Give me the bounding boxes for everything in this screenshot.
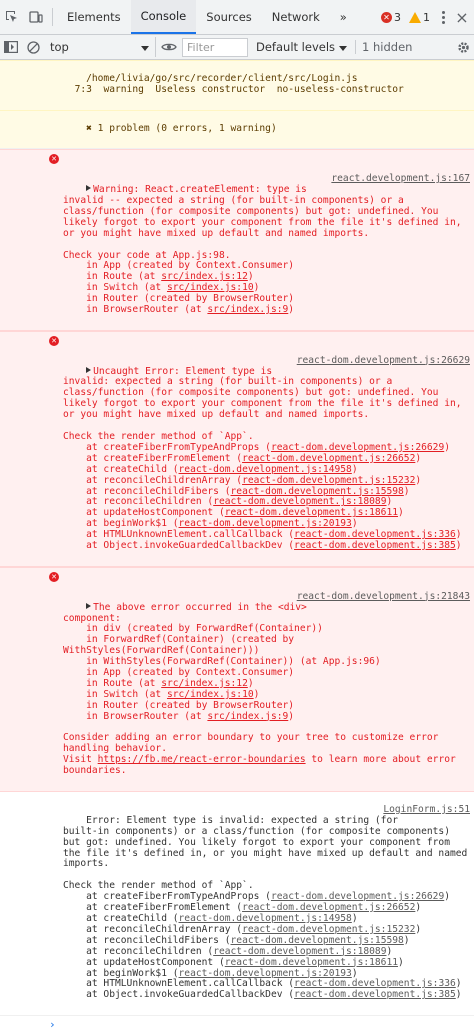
stack-link[interactable]: react-dom.development.js:336 <box>294 529 456 541</box>
stack-line: at reconcileChildFibers (react-dom.development.js:15598) <box>63 934 410 946</box>
stack-line: at createChild (react-dom.development.js:14958) <box>63 463 358 475</box>
stack-line: at beginWork$1 (react-dom.development.js:20193) <box>63 518 358 530</box>
console-error-message <box>0 331 474 567</box>
stack-link[interactable]: src/index.js:12 <box>161 677 248 689</box>
message-footer: to learn more about error boundaries. <box>63 754 456 777</box>
log-levels-dropdown[interactable] <box>248 40 355 54</box>
stack-line: in BrowserRouter (at src/index.js:9) <box>63 710 295 722</box>
stack-link[interactable]: react-dom.development.js:14958 <box>178 912 352 924</box>
source-link[interactable]: react.development.js:167 <box>331 173 470 185</box>
stack-line: in BrowserRouter (at src/index.js:9) <box>63 304 295 316</box>
context-selector[interactable] <box>44 37 156 57</box>
stack-line: in Router (created by BrowserRouter) <box>63 699 295 711</box>
source-link[interactable]: react-dom.development.js:26629 <box>296 354 470 366</box>
stack-link[interactable]: src/index.js:9 <box>207 710 289 722</box>
stack-line: at createFiberFromElement (react-dom.development.js:26652) <box>63 902 422 914</box>
stack-line: at Object.invokeGuardedCallbackDev (react-dom.development.js:385) <box>63 989 462 1001</box>
message-body: component: in div (created by ForwardRef(Container)) in ForwardRef(Container) (created by WithStyles(ForwardRef(Container))) in WithStyles(ForwardRef(Container)) (at App.js:96) in App (created by Context.Consumer) <box>63 612 381 679</box>
message-head: Error: Element type is invalid: expected a string (for <box>86 814 399 826</box>
error-icon: ✕ <box>49 336 59 346</box>
tab-elements[interactable]: Elements <box>67 10 121 24</box>
stack-link[interactable]: react-dom.development.js:15232 <box>242 474 416 486</box>
stack-link[interactable]: react-dom.development.js:20193 <box>178 967 352 979</box>
inspect-element-icon[interactable] <box>0 0 24 34</box>
stack-link[interactable]: react-dom.development.js:15598 <box>230 485 404 497</box>
hidden-messages-count: 1 hidden <box>355 40 412 54</box>
stack-link[interactable]: react-dom.development.js:26629 <box>270 891 445 903</box>
stack-link[interactable]: react-dom.development.js:26652 <box>242 452 416 464</box>
stack-link[interactable]: react-dom.development.js:15598 <box>230 934 404 946</box>
stack-line: at createFiberFromElement (react-dom.development.js:26652) <box>63 452 422 464</box>
stack-link[interactable]: src/index.js:10 <box>166 688 254 700</box>
stack-link[interactable]: react-dom.development.js:26629 <box>270 441 445 453</box>
stack-link[interactable]: react-dom.development.js:18611 <box>224 507 399 519</box>
expand-triangle-icon[interactable] <box>86 367 91 373</box>
toolbar-right <box>379 0 474 34</box>
stack-link[interactable]: react-dom.development.js:14958 <box>178 463 352 475</box>
stack-link[interactable]: react-dom.development.js:18089 <box>213 496 387 508</box>
message-body: built-in components) or a class/function (for composite components) but got: undefined. You likely forgot to export your component from the file it's defined in, or you might have mixed up default and named imports. Check the render method of `App`. <box>63 825 468 892</box>
tab-console[interactable]: Console <box>131 0 197 34</box>
docs-link[interactable]: https://fb.me/react-error-boundaries <box>97 754 306 766</box>
message-footer: Consider adding an error boundary to your tree to customize error handling behavior. Visit <box>63 732 439 766</box>
console-warning-message <box>0 60 474 111</box>
error-icon: ✕ <box>49 572 59 582</box>
console-messages[interactable] <box>0 60 474 1031</box>
more-tabs-button[interactable]: » <box>339 10 347 24</box>
tab-network[interactable]: Network <box>271 10 320 24</box>
stack-link[interactable]: react-dom.development.js:20193 <box>178 518 352 530</box>
stack-line: at reconcileChildrenArray (react-dom.development.js:15232) <box>63 923 422 935</box>
stack-link[interactable]: src/index.js:12 <box>161 271 248 283</box>
message-text: /home/livia/go/src/recorder/client/src/Login.js 7:3 warning Useless constructor no-useless-constructor <box>74 72 404 95</box>
live-expression-eye-icon[interactable] <box>156 42 182 52</box>
warning-icon <box>409 12 421 23</box>
console-summary-message <box>0 111 474 150</box>
stack-line: at createChild (react-dom.development.js:14958) <box>63 912 358 924</box>
stack-line: in Switch (at src/index.js:10) <box>63 282 260 294</box>
context-value: top <box>50 40 69 54</box>
stack-line: at HTMLUnknownElement.callCallback (react-dom.development.js:336) <box>63 529 462 541</box>
stack-link[interactable]: src/index.js:9 <box>207 304 289 316</box>
message-head: The above error occurred in the <div> <box>93 601 307 613</box>
error-icon: ✕ <box>381 12 392 23</box>
stack-link[interactable]: react-dom.development.js:15232 <box>242 923 416 935</box>
stack-link[interactable]: react-dom.development.js:18089 <box>213 945 387 957</box>
message-body: invalid -- expected a string (for built-in components) or a class/function (for composite components) but got: undefined. You likely forgot to export your component from the file it's defined in, or you might have mixed up default and named imports. Check your code at App.js:98. <box>63 194 462 261</box>
stack-line: at HTMLUnknownElement.callCallback (react-dom.development.js:336) <box>63 978 462 990</box>
warning-count: 1 <box>423 10 430 24</box>
close-icon[interactable]: × <box>455 7 469 27</box>
message-text: ✖ 1 problem (0 errors, 1 warning) <box>86 122 277 134</box>
stack-link[interactable]: src/index.js:10 <box>166 282 254 294</box>
prompt-chevron-icon: › <box>49 1018 56 1031</box>
stack-line: at createFiberFromTypeAndProps (react-dom.development.js:26629) <box>63 441 451 453</box>
stack-line: at createFiberFromTypeAndProps (react-dom.development.js:26629) <box>63 891 451 903</box>
stack-line: in Route (at src/index.js:12) <box>63 271 254 283</box>
stack-link[interactable]: react-dom.development.js:385 <box>294 989 456 1001</box>
stack-line: in Router (created by BrowserRouter) <box>63 293 295 305</box>
stack-line: at reconcileChildrenArray (react-dom.development.js:15232) <box>63 474 422 486</box>
clear-console-icon[interactable] <box>22 35 44 59</box>
more-options-icon[interactable] <box>436 11 450 24</box>
message-head: Warning: React.createElement: type is <box>93 184 307 196</box>
stack-line: in Route (at src/index.js:12) <box>63 677 254 689</box>
console-error-message <box>0 567 474 792</box>
stack-link[interactable]: react-dom.development.js:26652 <box>242 902 416 914</box>
error-icon: ✕ <box>49 154 59 164</box>
console-error-message <box>0 149 474 331</box>
tab-sources[interactable]: Sources <box>206 10 252 24</box>
message-head: Uncaught Error: Element type is <box>93 365 273 377</box>
warning-count-badge[interactable] <box>407 11 432 24</box>
message-body: invalid: expected a string (for built-in components) or a class/function (for composite components) but got: undefined. You likely forgot to export your component from the file it's defined in, or you might have mixed up default and named imports. Check the render method of `App`. <box>63 376 462 442</box>
stack-line: at beginWork$1 (react-dom.development.js:20193) <box>63 967 358 979</box>
expand-triangle-icon[interactable] <box>86 603 91 609</box>
sidebar-toggle-icon[interactable] <box>0 35 22 59</box>
expand-triangle-icon[interactable] <box>86 185 91 191</box>
stack-line: in Switch (at src/index.js:10) <box>63 688 260 700</box>
stack-line: at updateHostComponent (react-dom.development.js:18611) <box>63 956 404 968</box>
filter-input[interactable] <box>182 38 248 57</box>
stack-link[interactable]: react-dom.development.js:336 <box>294 978 456 990</box>
stack-line: at Object.invokeGuardedCallbackDev (react-dom.development.js:385) <box>63 540 462 552</box>
console-toolbar <box>0 35 474 60</box>
toolbar-divider <box>52 8 53 26</box>
stack-line: at reconcileChildren (react-dom.development.js:18089) <box>63 945 393 957</box>
device-toolbar-icon[interactable] <box>24 0 48 34</box>
gear-icon[interactable] <box>452 41 474 54</box>
stack-link[interactable]: react-dom.development.js:18611 <box>224 956 399 968</box>
log-levels-label: Default levels <box>256 40 336 54</box>
stack-line: at updateHostComponent (react-dom.development.js:18611) <box>63 507 404 519</box>
chevron-down-icon <box>339 40 347 54</box>
source-link[interactable]: react-dom.development.js:21843 <box>296 590 470 602</box>
error-count-badge[interactable] <box>379 11 403 24</box>
console-prompt[interactable] <box>0 1016 474 1031</box>
devtools-tab-bar <box>0 0 474 35</box>
chevron-down-icon <box>141 40 149 54</box>
console-log-message <box>0 792 474 1016</box>
stack-link[interactable]: react-dom.development.js:385 <box>294 540 456 552</box>
error-count: 3 <box>394 10 401 24</box>
source-link[interactable]: LoginForm.js:51 <box>383 803 470 815</box>
stack-line: at reconcileChildFibers (react-dom.development.js:15598) <box>63 485 410 497</box>
stack-line: in App (created by Context.Consumer) <box>63 260 295 272</box>
stack-line: at reconcileChildren (react-dom.development.js:18089) <box>63 496 393 508</box>
